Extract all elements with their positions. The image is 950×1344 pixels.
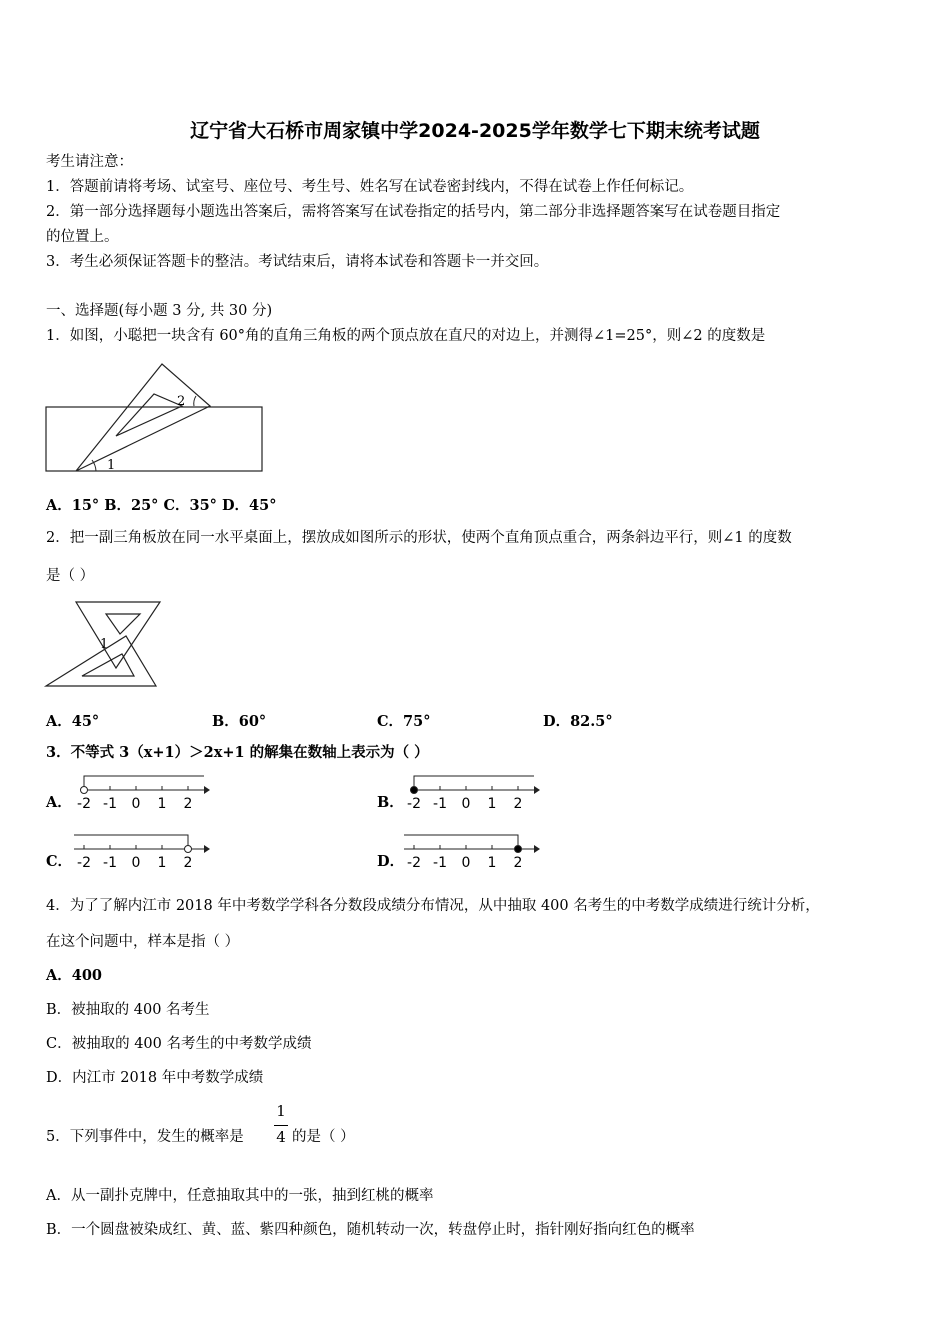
tick-label: 0	[131, 855, 141, 871]
tick-label: -1	[433, 855, 447, 871]
tick-label: 0	[461, 796, 471, 812]
notice-item: 3．考生必须保证答题卡的整洁。考试结束后，请将本试卷和答题卡一并交回。	[46, 254, 549, 270]
tick-label: -1	[103, 796, 117, 812]
tick-label: 1	[157, 855, 167, 871]
closed-dot	[515, 846, 522, 853]
open-dot	[185, 846, 192, 853]
q5-stem-cont: 的是（ ）	[292, 1129, 355, 1145]
number-line-a	[70, 772, 210, 812]
notice-item: 的位置上。	[46, 229, 119, 245]
q2-figure	[44, 600, 164, 690]
triangle-inner	[116, 394, 182, 436]
angle-2-arc	[194, 396, 196, 406]
section-heading: 一、选择题(每小题 3 分, 共 30 分)	[46, 303, 273, 319]
q1-figure	[44, 360, 266, 475]
q5-option-a: A．从一副扑克牌中，任意抽取其中的一张，抽到红桃的概率	[46, 1188, 434, 1204]
solution-ray	[74, 835, 188, 849]
tick-label: -2	[407, 796, 421, 812]
tick-label: 2	[513, 855, 523, 871]
q2-option-b: B．60°	[212, 713, 267, 730]
tick-label: -2	[407, 855, 421, 871]
q4-option-b: B．被抽取的 400 名考生	[46, 1002, 210, 1018]
closed-dot	[411, 787, 418, 794]
q2-option-c: C．75°	[377, 713, 431, 730]
triangle-outer	[76, 364, 210, 471]
set-square-top-inner	[106, 614, 140, 634]
tick-label: 2	[183, 855, 193, 871]
notice-item: 1．答题前请将考场、试室号、座位号、考生号、姓名写在试卷密封线内，不得在试卷上作任何标记。	[46, 179, 694, 195]
tick-label: -1	[433, 796, 447, 812]
notice-heading: 考生请注意：	[46, 154, 133, 170]
tick-label: -2	[77, 855, 91, 871]
number-line-c	[70, 831, 210, 871]
q1-stem: 1．如图，小聪把一块含有 60°角的直角三角板的两个顶点放在直尺的对边上，并测得∠1=25°，则∠2 的度数是	[46, 328, 766, 344]
q2-option-d: D．82.5°	[543, 713, 613, 730]
page-title: 辽宁省大石桥市周家镇中学2024-2025学年数学七下期末统考试题	[190, 120, 760, 142]
angle-2-label: 2	[177, 394, 186, 409]
tick-label: 1	[157, 796, 167, 812]
q3-option-c-label: C．	[46, 853, 73, 870]
solution-ray	[84, 776, 204, 790]
tick-label: -2	[77, 796, 91, 812]
notice-item: 2．第一部分选择题每小题选出答案后，需将答案写在试卷指定的括号内，第二部分非选择题答案写在试卷题目指定	[46, 204, 781, 220]
q5-option-b: B．一个圆盘被染成红、黄、蓝、紫四种颜色，随机转动一次，转盘停止时，指针刚好指向红色的概率	[46, 1222, 695, 1238]
tick-label: 2	[513, 796, 523, 812]
tick-label: 2	[183, 796, 193, 812]
q3-option-b-label: B．	[377, 794, 404, 811]
q4-stem-cont: 在这个问题中，样本是指（ ）	[46, 934, 240, 950]
fraction-numerator: 1	[276, 1102, 286, 1120]
open-dot	[81, 787, 88, 794]
q4-option-a: A．400	[46, 967, 103, 984]
set-square-top-outer	[76, 602, 160, 668]
q4-stem: 4．为了了解内江市 2018 年中考数学学科各分数段成绩分布情况，从中抽取 400 名考生的中考数学成绩进行统计分析，	[46, 898, 820, 914]
q2-stem: 2．把一副三角板放在同一水平桌面上，摆放成如图所示的形状，使两个直角顶点重合，两条斜边平行，则∠1 的度数	[46, 530, 792, 546]
angle-1-label: 1	[100, 637, 109, 652]
q2-option-a: A．45°	[46, 713, 100, 730]
q4-option-c: C．被抽取的 400 名考生的中考数学成绩	[46, 1036, 312, 1052]
number-line-b	[400, 772, 540, 812]
tick-label: 1	[487, 855, 497, 871]
tick-label: -1	[103, 855, 117, 871]
q2-stem-cont: 是（ ）	[46, 568, 95, 584]
ruler	[46, 407, 262, 471]
tick-label: 1	[487, 796, 497, 812]
solution-ray	[414, 776, 534, 790]
angle-1-label: 1	[107, 458, 116, 473]
tick-label: 0	[131, 796, 141, 812]
q1-options: A．15° B．25° C．35° D．45°	[46, 497, 277, 514]
q3-stem: 3．不等式 3（x+1）＞2x+1 的解集在数轴上表示为（ ）	[46, 744, 429, 761]
q4-option-d: D．内江市 2018 年中考数学成绩	[46, 1070, 264, 1086]
q5-stem: 5．下列事件中，发生的概率是	[46, 1129, 244, 1145]
solution-ray	[404, 835, 518, 849]
number-line-d	[400, 831, 540, 871]
q3-option-d-label: D．	[377, 853, 405, 870]
tick-label: 0	[461, 855, 471, 871]
fraction-denominator: 4	[276, 1128, 286, 1146]
set-square-bottom-inner	[82, 654, 134, 676]
fraction-bar	[274, 1125, 288, 1126]
q3-option-a-label: A．	[46, 794, 72, 811]
